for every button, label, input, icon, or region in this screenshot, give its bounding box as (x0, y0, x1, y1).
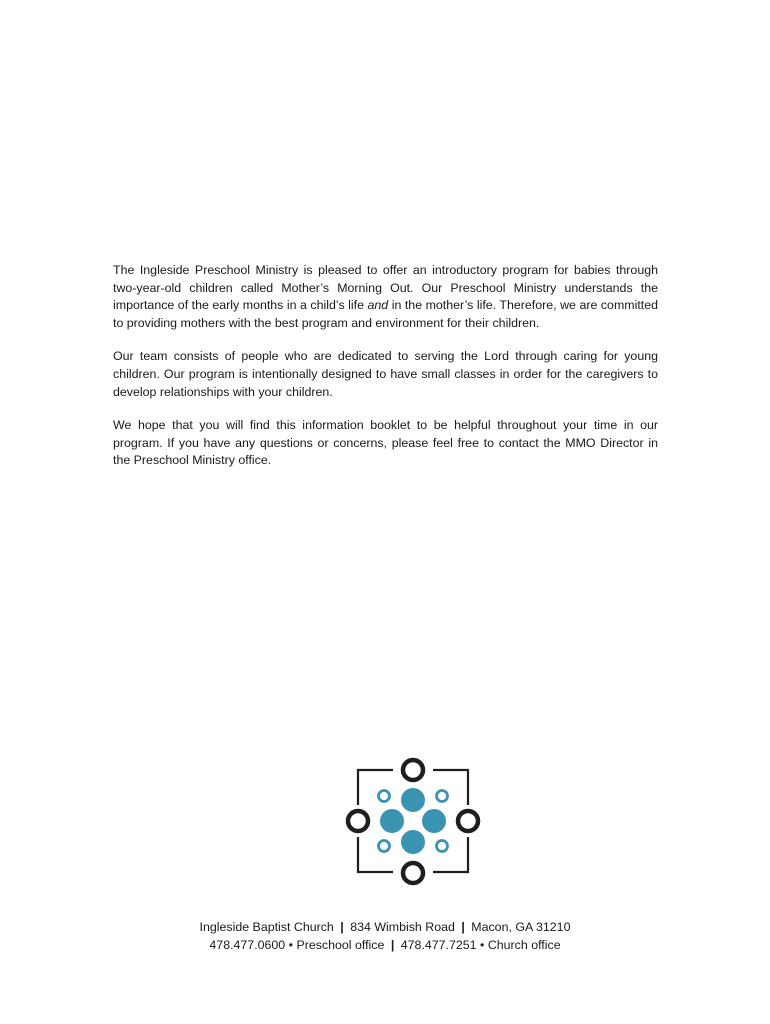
bullet: • (480, 938, 485, 952)
intro-paragraph-2: Our team consists of people who are dedicated to serving the Lord through caring for young children. Our program is intentionally designed to have small classes in order for the caregivers to develop relationships with your children. (113, 349, 658, 399)
paragraph-1-text-before: The Ingleside Preschool Ministry is pleased to offer an introductory program for babies through two-year-old children called Mother’s Morning Out. Our Preschool Ministry understands the importance of the early months in a child’s life (113, 263, 658, 313)
footer-phone-line (0, 936, 770, 954)
preschool-ministry-logo-icon (341, 755, 485, 887)
intro-text (113, 262, 658, 486)
street-address: 834 Wimbish Road (350, 920, 455, 934)
intro-paragraph-3: We hope that you will find this information booklet to be helpful throughout your time in our program. If you have any questions or concerns, please feel free to contact the MMO Director in the Preschool Ministry office. (113, 418, 658, 468)
footer-contact (0, 918, 770, 954)
city-state-zip: Macon, GA 31210 (471, 920, 571, 934)
church-office-label: Church office (487, 938, 561, 952)
intro-paragraph-1 (113, 262, 658, 332)
logo-frame (358, 770, 468, 872)
preschool-phone: 478.477.0600 (209, 938, 286, 952)
bullet: • (288, 938, 293, 952)
separator: | (461, 920, 465, 934)
logo-outer-rings (348, 760, 478, 883)
church-name: Ingleside Baptist Church (199, 920, 334, 934)
paragraph-1-emphasis: and (367, 298, 389, 313)
separator: | (390, 938, 395, 952)
footer-address-line (0, 918, 770, 936)
preschool-office-label: Preschool office (296, 938, 385, 952)
separator: | (340, 920, 344, 934)
paragraph-1-text-after: in the mother’s life. Therefore, we are committed to providing mothers with the best program and environment for their children. (113, 298, 659, 330)
church-phone: 478.477.7251 (400, 938, 477, 952)
